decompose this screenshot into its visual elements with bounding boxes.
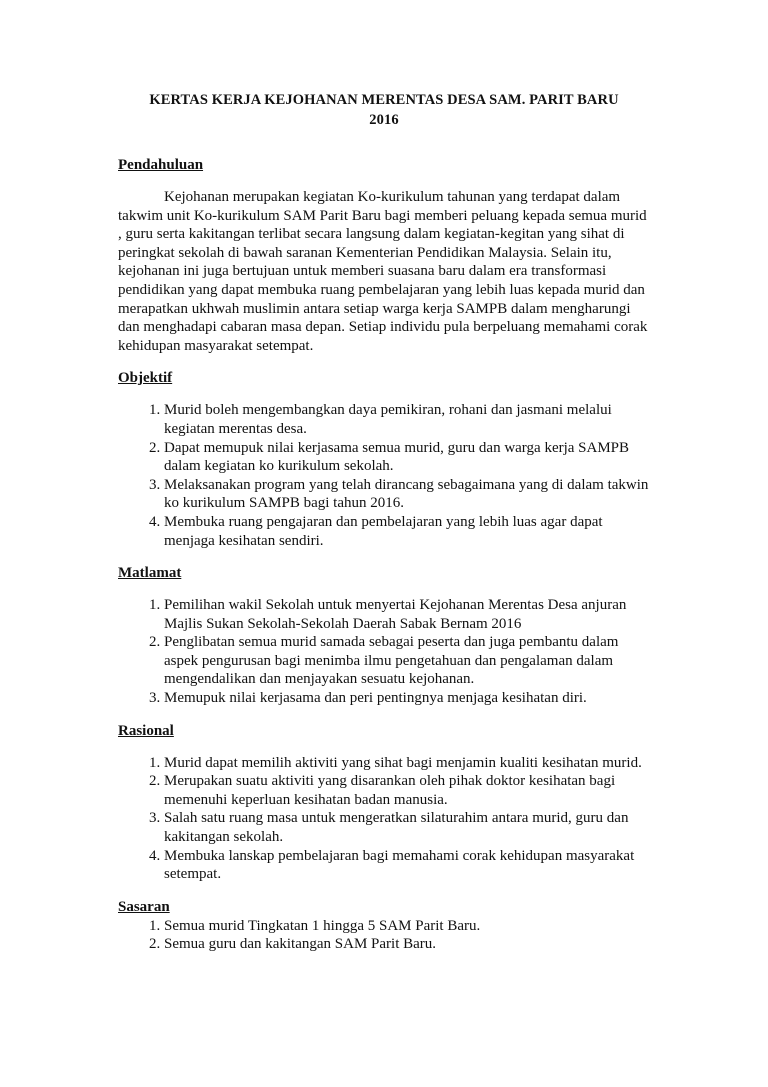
list-item: 2. Semua guru dan kakitangan SAM Parit Baru. (164, 935, 650, 954)
list-item: 1. Semua murid Tingkatan 1 hingga 5 SAM Parit Baru. (164, 917, 650, 936)
pendahuluan-text: Kejohanan merupakan kegiatan Ko-kurikulum tahunan yang terdapat dalam takwim unit Ko-kurikulum SAM Parit Baru bagi memberi peluang kepada semua murid , guru serta kakitangan terlibat secara langsung dalam kegiatan-kegitan yang sihat di peringkat sekolah di bawah saranan Kementerian Pendidikan Malaysia. Selain itu, kejohanan ini juga bertujuan untuk memberi suasana baru dalam era transformasi pendidikan yang dapat membuka ruang pembelajaran yang lebih luas kepada murid dan merapatkan ukhwah muslimin antara setiap warga kerja SAMPB dalam mengharungi dan menghadapi cabaran masa depan. Setiap individu pula berpeluang memahami corak kehidupan masyarakat setempat. (118, 189, 648, 354)
section-objektif (118, 369, 650, 550)
list-item: 4. Membuka ruang pengajaran dan pembelajaran yang lebih luas agar dapat menjaga kesihatan sendiri. (164, 513, 650, 550)
heading-sasaran: Sasaran (118, 898, 170, 915)
objektif-list (118, 401, 650, 550)
heading-pendahuluan: Pendahuluan (118, 157, 204, 173)
section-matlamat (118, 564, 650, 708)
list-item: 2. Dapat memupuk nilai kerjasama semua murid, guru dan warga kerja SAMPB dalam kegiatan ko kurikulum sekolah. (164, 439, 650, 476)
heading-matlamat: Matlamat (118, 565, 182, 582)
section-sasaran (118, 898, 650, 954)
section-rasional (118, 722, 650, 884)
list-item: 1. Pemilihan wakil Sekolah untuk menyertai Kejohanan Merentas Desa anjuran Majlis Sukan Sekolah-Sekolah Daerah Sabak Bernam 2016 (164, 596, 650, 633)
document-title (118, 90, 650, 130)
list-item: 3. Salah satu ruang masa untuk mengeratkan silaturahim antara murid, guru dan kakitangan sekolah. (164, 809, 650, 846)
matlamat-list (118, 596, 650, 708)
list-item: 1. Murid dapat memilih aktiviti yang sihat bagi menjamin kualiti kesihatan murid. (164, 754, 650, 773)
list-item: 4. Membuka lanskap pembelajaran bagi memahami corak kehidupan masyarakat setempat. (164, 847, 650, 884)
section-pendahuluan (118, 156, 650, 355)
pendahuluan-paragraph (118, 188, 650, 355)
list-item: 3. Memupuk nilai kerjasama dan peri pentingnya menjaga kesihatan diri. (164, 689, 650, 708)
list-item: 2. Merupakan suatu aktiviti yang disarankan oleh pihak doktor kesihatan bagi memenuhi keperluan kesihatan badan manusia. (164, 772, 650, 809)
rasional-list (118, 754, 650, 884)
heading-rasional: Rasional (118, 722, 174, 739)
list-item: 1. Murid boleh mengembangkan daya pemikiran, rohani dan jasmani melalui kegiatan merentas desa. (164, 401, 650, 438)
list-item: 3. Melaksanakan program yang telah dirancang sebagaimana yang di dalam takwin ko kurikulum SAMPB bagi tahun 2016. (164, 476, 650, 513)
sasaran-list (118, 917, 650, 954)
title-line-2: 2016 (369, 112, 399, 128)
heading-objektif: Objektif (118, 370, 173, 387)
list-item: 2. Penglibatan semua murid samada sebagai peserta dan juga pembantu dalam aspek pengurusan bagi menimba ilmu pengetahuan dan pengalaman dalam mengendalikan dan menjayakan sesuatu kejohanan. (164, 633, 650, 689)
title-line-1: KERTAS KERJA KEJOHANAN MERENTAS DESA SAM. PARIT BARU (149, 92, 619, 108)
